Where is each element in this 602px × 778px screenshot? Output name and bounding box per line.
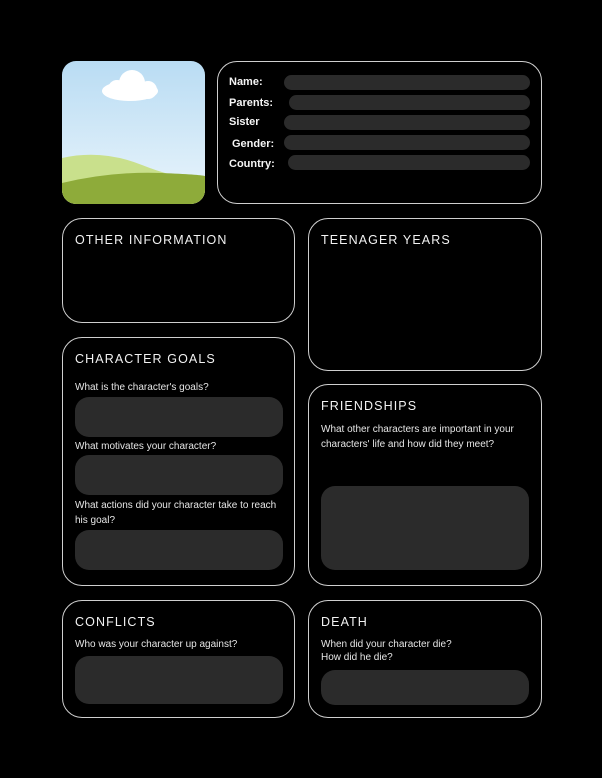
landscape-image-icon (62, 61, 205, 204)
friendships-question: What other characters are important in your characters' life and how did they meet? (321, 424, 514, 450)
conflicts-question: Who was your character up against? (75, 639, 238, 650)
name-label: Name: (229, 76, 263, 88)
conflicts-answer-field[interactable] (75, 656, 283, 704)
name-field[interactable] (284, 75, 530, 90)
friendships-title: FRIENDSHIPS (321, 399, 418, 413)
death-answer-field[interactable] (321, 670, 529, 705)
sister-label: Sister (229, 116, 260, 128)
other-information-title: OTHER INFORMATION (75, 233, 228, 247)
conflicts-title: CONFLICTS (75, 615, 156, 629)
country-label: Country: (229, 158, 275, 170)
character-goals-title: CHARACTER GOALS (75, 352, 216, 366)
character-goals-card (62, 337, 295, 586)
actions-answer-field[interactable] (75, 530, 283, 570)
death-title: DEATH (321, 615, 368, 629)
death-how-question: How did he die? (321, 652, 393, 663)
goals-answer-field[interactable] (75, 397, 283, 437)
actions-question: What actions did your character take to reach his goal? (75, 500, 277, 526)
conflicts-card (62, 600, 295, 718)
death-when-question: When did your character die? (321, 639, 452, 650)
sister-field[interactable] (284, 115, 530, 130)
motivation-question: What motivates your character? (75, 441, 217, 452)
death-card (308, 600, 542, 718)
motivation-answer-field[interactable] (75, 455, 283, 495)
teenager-years-title: TEENAGER YEARS (321, 233, 451, 247)
parents-field[interactable] (289, 95, 530, 110)
teenager-years-card (308, 218, 542, 371)
friendships-card (308, 384, 542, 586)
country-field[interactable] (288, 155, 530, 170)
gender-field[interactable] (284, 135, 530, 150)
friendships-answer-field[interactable] (321, 486, 529, 570)
parents-label: Parents: (229, 97, 274, 109)
profile-card (217, 61, 542, 204)
gender-label: Gender: (232, 138, 275, 150)
other-information-card (62, 218, 295, 323)
character-photo-placeholder[interactable] (62, 61, 205, 204)
goals-question: What is the character's goals? (75, 382, 209, 393)
